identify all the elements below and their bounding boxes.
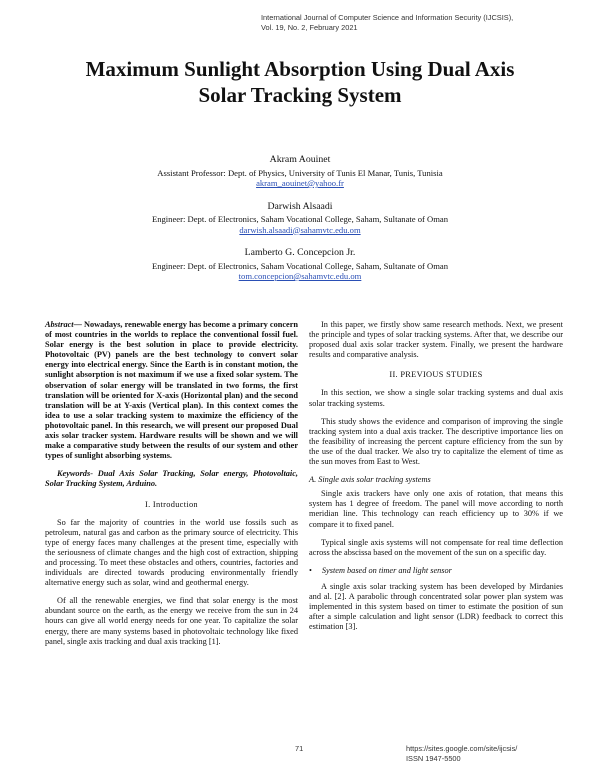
author-block xyxy=(60,155,540,189)
paragraph: This study shows the evidence and comparison of improving the single tracking system into a dual axis tracker. The descriptive importance lies on the feasibility of increasing the percent capture efficiency from the sun by the use of the dual tracker. We also try to capitalize the element of time as the sun moves from East to West. xyxy=(309,416,563,467)
journal-url-link[interactable]: https://sites.google.com/site/ijcsis/ xyxy=(406,744,518,753)
journal-name: International Journal of Computer Science and Information Security (IJCSIS), xyxy=(261,13,514,22)
subsection-heading: A. Single axis solar tracking systems xyxy=(309,475,431,485)
abstract-text: Nowadays, renewable energy has become a primary concern of most countries in the worlds to replace the conventional fossil fuel. Solar energy is the best solution in place to provide electricity. Photovoltaic (PV) panels are the best technology to convert solar energy into electrical energy. Since the Earth is in constant motion, the sunlight absorption is not maximum if we use a fixed solar system. The observation of solar energy will be translated in two forms, the first translation will be oriented for X-axis (Horizontal plan) and the second translation will be at Y-axis (Vertical plan). In this context comes the idea to use a solar tracking system to maximize the efficiency of the photovoltaic panel. In this research, we will present our proposed Dual axis solar tracker system. Hardware results will be shown and we will make a comparative study between the results of our system and other types of sunlight absorbing systems. xyxy=(45,320,298,461)
author-list xyxy=(60,155,540,295)
page-number: 71 xyxy=(295,744,304,753)
section-heading-previous-studies: II. PREVIOUS STUDIES xyxy=(389,370,483,380)
journal-header xyxy=(261,13,513,33)
footer-info xyxy=(406,744,517,764)
title-line-1: Maximum Sunlight Absorption Using Dual Axis xyxy=(85,57,515,81)
bullet-icon: • xyxy=(309,565,312,575)
author-name: Akram Aouinet xyxy=(269,154,331,165)
paragraph: In this paper, we firstly show same research methods. Next, we present the principle and types of solar tracking systems. After that, we describe our proposed dual axis solar tracker system. Finally, we present the hardware results and comparative analysis. xyxy=(309,320,563,360)
author-name: Lamberto G. Concepcion Jr. xyxy=(244,247,356,258)
abstract xyxy=(45,320,298,461)
paragraph: Of all the renewable energies, we find that solar energy is the most abundant source on the earth, as the energy we receive from the sun in 24 hours can give all world energy needs for one year. To capitalize the solar energy, there are many systems based in photovoltaic technology like fixed panel, single axis tracking and dual axis tracking [1]. xyxy=(45,596,298,646)
author-affiliation: Engineer: Dept. of Electronics, Saham Vocational College, Saham, Sultanate of Oman xyxy=(151,214,449,224)
paragraph: So far the majority of countries in the world use fossils such as petroleum, natural gas and carbon as the primary source of electricity. This type of energy faces many challenges at the present time, especially with the seriousness of climate changes and the high cost of extraction, shipping and processing. To meet these obstacles and others, countries, factories and individuals are directed towards producing environmentally friendly alternative energy such as solar, wind and geothermal energy. xyxy=(45,517,298,588)
author-email-link[interactable]: darwish.alsaadi@sahamvtc.edu.om xyxy=(239,224,361,235)
issn: ISSN 1947-5500 xyxy=(406,754,461,763)
paragraph: Single axis trackers have only one axis of rotation, that means this system has 1 degree of freedom. The panel will move according to north meridian line. This technology can reach efficiency up to 30% if we compare it to fixed panel. xyxy=(309,489,563,529)
journal-volume: Vol. 19, No. 2, February 2021 xyxy=(261,23,358,32)
bullet-heading-text: System based on timer and light sensor xyxy=(321,565,452,575)
left-column xyxy=(45,320,298,655)
author-block xyxy=(60,202,540,236)
author-affiliation: Engineer: Dept. of Electronics, Saham Vocational College, Saham, Sultanate of Oman xyxy=(151,260,449,271)
paragraph: A single axis solar tracking system has been developed by Mirdanies and al. [2]. A parabolic through concentrated solar power plan system was implemented in this system based on timer to estimate the position of sun after a simple calculation and light sensor (LDR) feedback to correct this estimation [3]. xyxy=(309,581,563,632)
title-line-2: Solar Tracking System xyxy=(198,83,402,107)
author-affiliation: Assistant Professor: Dept. of Physics, University of Tunis El Manar, Tunis, Tunisia xyxy=(157,167,443,178)
right-column xyxy=(309,320,563,640)
author-name: Darwish Alsaadi xyxy=(267,200,333,212)
keywords: Keywords- Dual Axis Solar Tracking, Solar energy, Photovoltaic, Solar Tracking System, Arduino. xyxy=(45,469,298,489)
author-email-link[interactable]: tom.concepcion@sahamvtc.edu.om xyxy=(238,271,362,281)
paragraph: In this section, we show a single solar tracking systems and dual axis solar tracking systems. xyxy=(309,388,563,408)
bullet-heading xyxy=(309,566,563,576)
paragraph: Typical single axis systems will not compensate for real time deflection across the abscissa based on the movement of the sun on a specific day. xyxy=(309,537,563,557)
author-email-link[interactable]: akram_aouinet@yahoo.fr xyxy=(256,178,344,188)
abstract-label: Abstract— xyxy=(45,320,82,329)
paper-title xyxy=(40,56,560,108)
section-heading-introduction: I. Introduction xyxy=(145,499,198,509)
author-block xyxy=(60,248,540,282)
